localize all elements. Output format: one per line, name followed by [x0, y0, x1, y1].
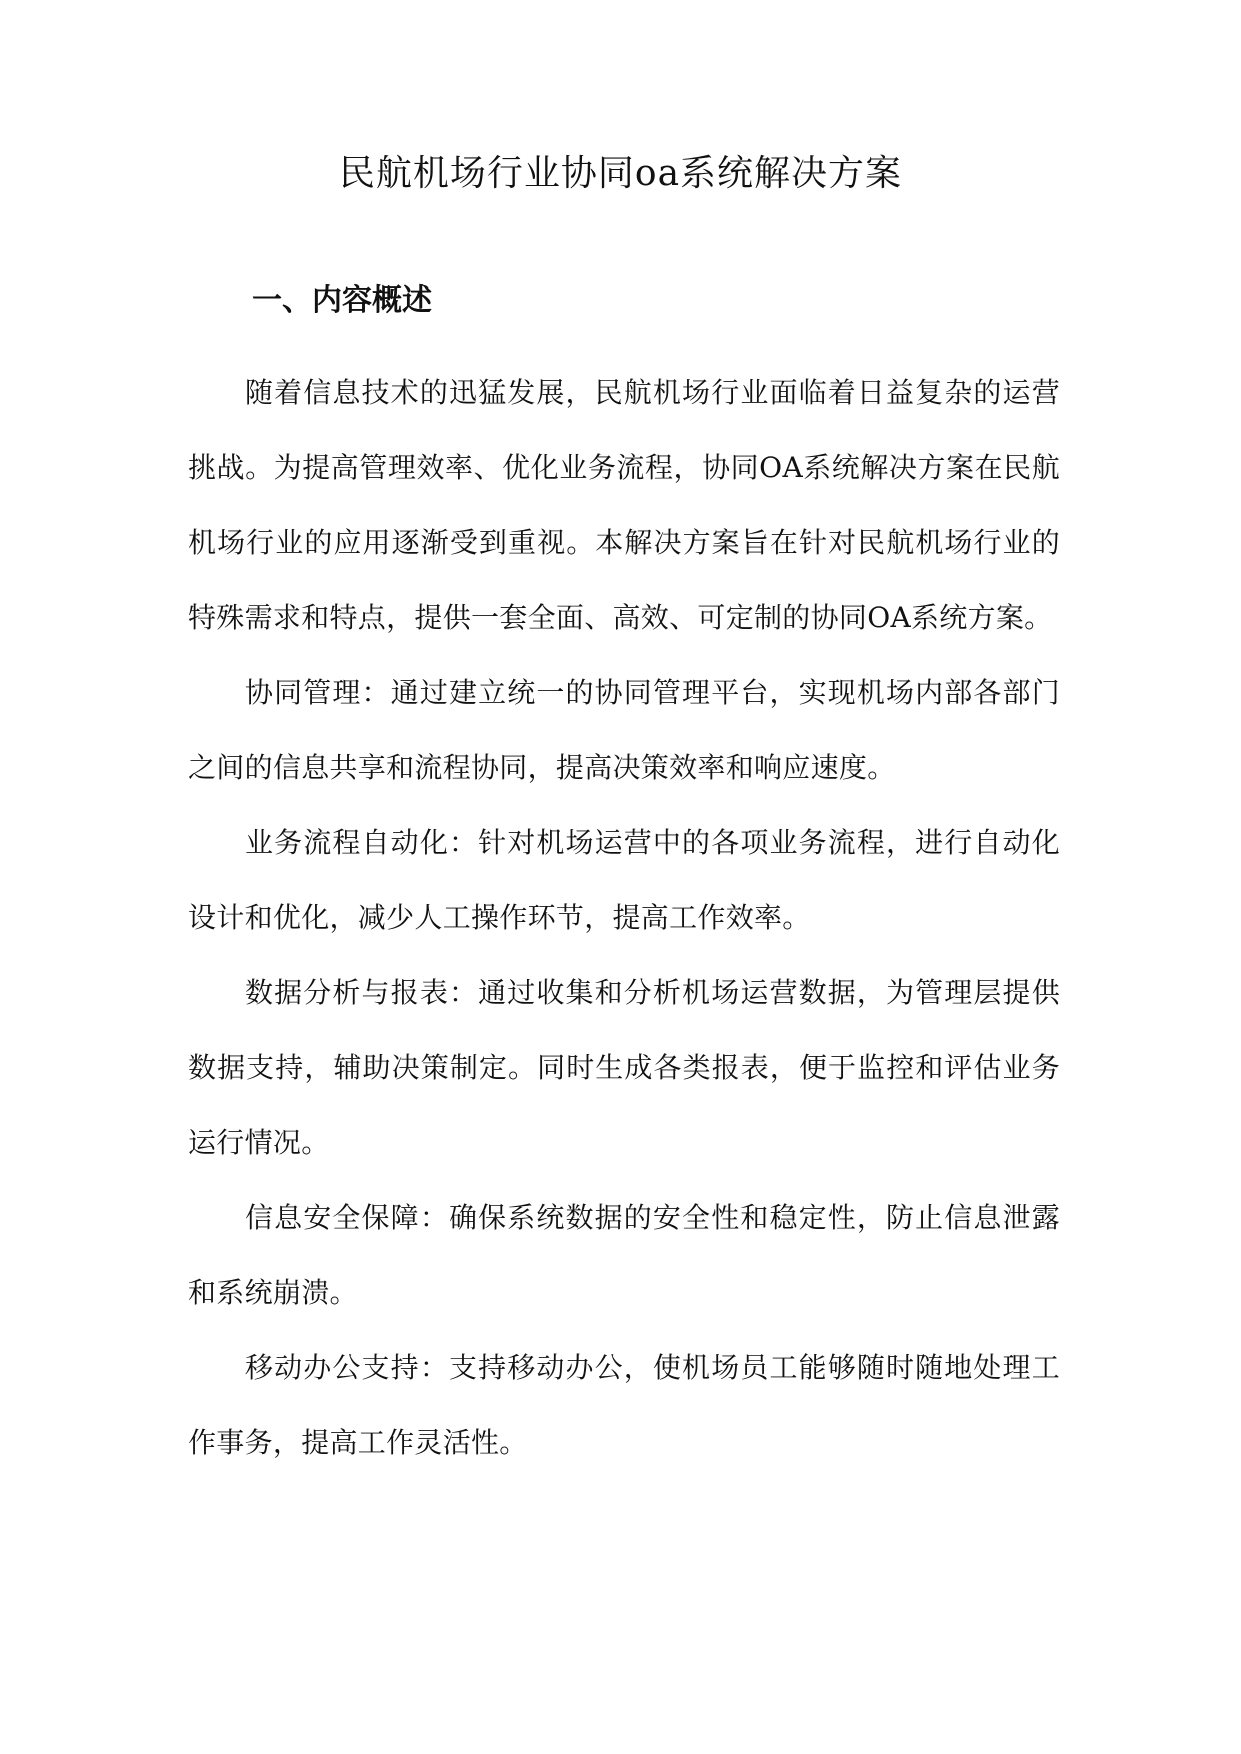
paragraph-automation: 业务流程自动化：针对机场运营中的各项业务流程，进行自动化设计和优化，减少人工操作环节，提高工作效率。 [188, 826, 1060, 934]
paragraph-collaboration: 协同管理：通过建立统一的协同管理平台，实现机场内部各部门之间的信息共享和流程协同，提高决策效率和响应速度。 [188, 676, 1060, 784]
paragraph-overview: 随着信息技术的迅猛发展，民航机场行业面临着日益复杂的运营挑战。为提高管理效率、优化业务流程，协同OA系统解决方案在民航机场行业的应用逐渐受到重视。本解决方案旨在针对民航机场行业的特殊需求和特点，提供一套全面、高效、可定制的协同OA系统方案。 [188, 376, 1060, 634]
paragraph-security: 信息安全保障：确保系统数据的安全性和稳定性，防止信息泄露和系统崩溃。 [188, 1201, 1060, 1309]
section-heading: 一、内容概述 [252, 283, 432, 318]
document-title: 民航机场行业协同oa系统解决方案 [338, 153, 903, 194]
paragraph-mobile: 移动办公支持：支持移动办公，使机场员工能够随时随地处理工作事务，提高工作灵活性。 [188, 1351, 1060, 1459]
paragraph-analytics: 数据分析与报表：通过收集和分析机场运营数据，为管理层提供数据支持，辅助决策制定。同时生成各类报表，便于监控和评估业务运行情况。 [188, 976, 1060, 1159]
body-text [188, 355, 1060, 1480]
